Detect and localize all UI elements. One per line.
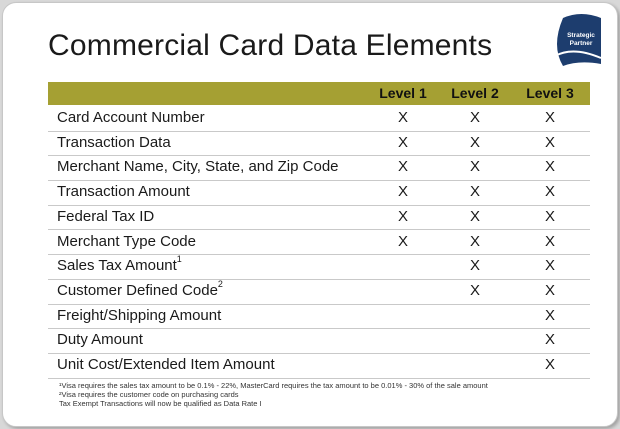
level-1-mark <box>373 254 433 279</box>
column-header-level-2: Level 2 <box>451 85 499 101</box>
table-row <box>48 131 590 157</box>
row-label <box>57 230 196 255</box>
row-label <box>57 353 275 378</box>
row-label-text: Card Account Number <box>57 109 205 126</box>
table-row <box>48 180 590 206</box>
footnote-marker: 1 <box>176 254 182 265</box>
level-3-mark: X <box>544 207 555 225</box>
table-row <box>48 254 590 280</box>
slide <box>2 2 618 427</box>
strategic-partner-logo <box>549 12 605 66</box>
row-label <box>57 180 190 205</box>
level-2-mark: X <box>469 109 480 126</box>
row-label <box>57 205 154 230</box>
level-1-mark <box>373 304 433 329</box>
level-3-mark: X <box>544 331 555 349</box>
row-label-text: Transaction Amount <box>57 183 190 201</box>
table-row <box>48 205 590 231</box>
level-3-mark: X <box>544 109 555 126</box>
row-label <box>57 155 339 180</box>
level-2-mark: X <box>469 257 480 275</box>
column-header-level-3: Level 3 <box>526 85 574 101</box>
row-label <box>57 279 223 304</box>
table-row <box>48 230 590 256</box>
level-1-mark: X <box>397 109 408 126</box>
table-row <box>48 155 590 181</box>
footnote-marker: 2 <box>217 278 223 289</box>
footnotes <box>59 381 488 408</box>
level-3-mark: X <box>544 306 555 324</box>
column-header-level-1: Level 1 <box>379 85 427 101</box>
level-1-mark: X <box>397 207 408 225</box>
level-1-mark: X <box>397 183 408 201</box>
level-2-mark: X <box>469 183 480 201</box>
level-1-mark <box>373 328 433 353</box>
level-3-mark: X <box>544 183 555 201</box>
row-label-text: Transaction Data <box>57 133 171 151</box>
table-header <box>48 82 590 105</box>
footnote-2: ²Visa requires the customer code on purchasing cards <box>59 390 239 399</box>
row-label-text: Unit Cost/Extended Item Amount <box>57 356 275 373</box>
table-row <box>48 328 590 354</box>
level-1-mark: X <box>397 133 408 151</box>
level-2-mark: X <box>469 281 480 299</box>
level-2-mark: X <box>469 232 480 250</box>
footnote-1: ¹Visa requires the sales tax amount to be 0.1% - 22%, MasterCard requires the tax amount to be 0.01% - 30% of the sale amount <box>59 381 488 390</box>
level-2-mark <box>445 353 505 378</box>
level-3-mark: X <box>544 356 555 373</box>
row-label-text: Sales Tax Amount <box>57 257 177 275</box>
logo-text-line1: Strategic <box>567 32 595 39</box>
table-row <box>48 304 590 330</box>
row-label <box>57 254 182 279</box>
level-3-mark: X <box>544 133 555 151</box>
level-3-mark: X <box>544 257 555 275</box>
row-label <box>57 304 221 329</box>
row-label-text: Merchant Type Code <box>57 232 196 250</box>
level-3-mark: X <box>544 281 555 299</box>
level-2-mark: X <box>469 133 480 151</box>
footnote-3: Tax Exempt Transactions will now be qualified as Data Rate I <box>59 399 262 408</box>
row-label <box>57 131 171 156</box>
level-1-mark: X <box>397 232 408 250</box>
level-2-mark: X <box>469 158 480 176</box>
level-2-mark: X <box>469 207 480 225</box>
table-row <box>48 353 590 379</box>
row-label-text: Duty Amount <box>57 331 143 349</box>
row-label-text: Federal Tax ID <box>57 207 155 225</box>
level-1-mark: X <box>397 158 408 176</box>
row-label-text: Freight/Shipping Amount <box>57 306 222 324</box>
level-1-mark <box>373 353 433 378</box>
level-1-mark <box>373 279 433 304</box>
slide-title: Commercial Card Data Elements <box>48 29 493 62</box>
level-2-mark <box>445 304 505 329</box>
table-row <box>48 279 590 305</box>
row-label <box>57 106 205 131</box>
level-3-mark: X <box>544 158 555 176</box>
level-2-mark <box>445 328 505 353</box>
row-label-text: Merchant Name, City, State, and Zip Code <box>57 158 339 176</box>
row-label <box>57 328 143 353</box>
row-label-text: Customer Defined Code <box>57 281 218 299</box>
logo-text-line2: Partner <box>569 40 593 47</box>
level-3-mark: X <box>544 232 555 250</box>
table-row <box>48 106 590 132</box>
